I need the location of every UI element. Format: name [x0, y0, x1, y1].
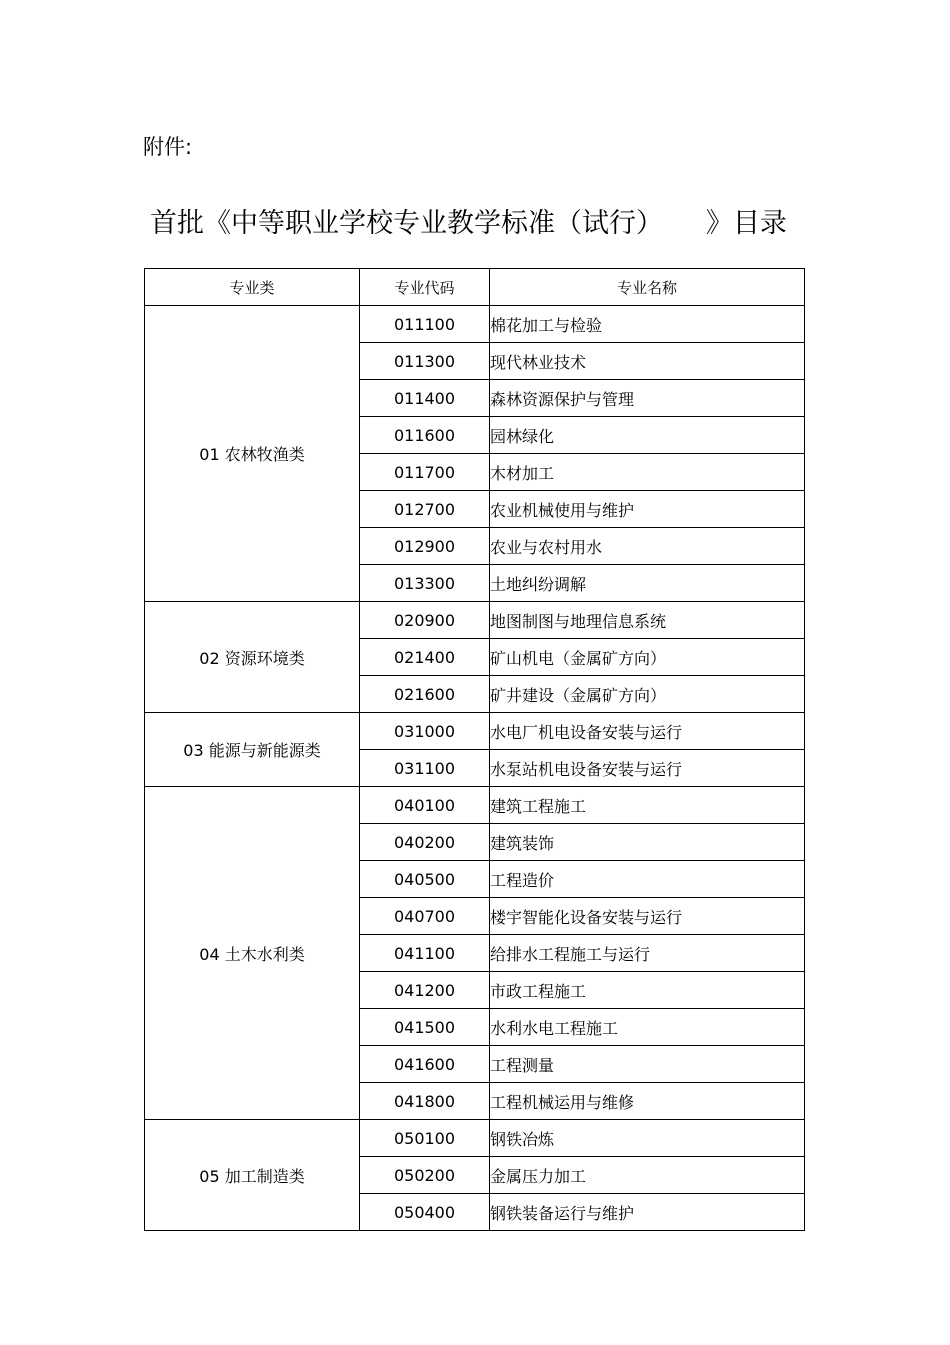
code-cell: 011400 — [360, 380, 490, 417]
code-cell: 041200 — [360, 972, 490, 1009]
name-cell: 建筑工程施工 — [490, 787, 805, 824]
code-cell: 041600 — [360, 1046, 490, 1083]
name-cell: 棉花加工与检验 — [490, 306, 805, 343]
code-cell: 041800 — [360, 1083, 490, 1120]
code-cell: 041500 — [360, 1009, 490, 1046]
name-cell: 钢铁装备运行与维护 — [490, 1194, 805, 1231]
name-cell: 工程机械运用与维修 — [490, 1083, 805, 1120]
code-cell: 040200 — [360, 824, 490, 861]
table-row — [145, 1120, 805, 1157]
table-row — [145, 713, 805, 750]
code-cell: 041100 — [360, 935, 490, 972]
table-body — [145, 306, 805, 1231]
attachment-label: 附件: — [143, 135, 193, 159]
page-title: 首批《中等职业学校专业教学标准（试行） 》目录 — [150, 208, 787, 239]
name-cell: 水电厂机电设备安装与运行 — [490, 713, 805, 750]
name-cell: 农业机械使用与维护 — [490, 491, 805, 528]
name-cell: 矿井建设（金属矿方向） — [490, 676, 805, 713]
code-cell: 050200 — [360, 1157, 490, 1194]
code-cell: 011700 — [360, 454, 490, 491]
category-cell: 04 土木水利类 — [145, 787, 360, 1120]
code-cell: 013300 — [360, 565, 490, 602]
table-row — [145, 306, 805, 343]
name-cell: 金属压力加工 — [490, 1157, 805, 1194]
code-cell: 020900 — [360, 602, 490, 639]
code-cell: 040700 — [360, 898, 490, 935]
code-cell: 040500 — [360, 861, 490, 898]
category-cell: 02 资源环境类 — [145, 602, 360, 713]
name-cell: 水泵站机电设备安装与运行 — [490, 750, 805, 787]
name-cell: 水利水电工程施工 — [490, 1009, 805, 1046]
code-cell: 050400 — [360, 1194, 490, 1231]
category-cell: 03 能源与新能源类 — [145, 713, 360, 787]
table-row — [145, 602, 805, 639]
name-cell: 市政工程施工 — [490, 972, 805, 1009]
name-cell: 工程造价 — [490, 861, 805, 898]
name-cell: 建筑装饰 — [490, 824, 805, 861]
code-cell: 011600 — [360, 417, 490, 454]
code-cell: 012700 — [360, 491, 490, 528]
name-cell: 楼宇智能化设备安装与运行 — [490, 898, 805, 935]
code-cell: 050100 — [360, 1120, 490, 1157]
code-cell: 021400 — [360, 639, 490, 676]
name-cell: 现代林业技术 — [490, 343, 805, 380]
code-cell: 012900 — [360, 528, 490, 565]
name-cell: 土地纠纷调解 — [490, 565, 805, 602]
header-code: 专业代码 — [360, 269, 490, 306]
code-cell: 031000 — [360, 713, 490, 750]
code-cell: 011300 — [360, 343, 490, 380]
table-row — [145, 787, 805, 824]
table-header-row — [145, 269, 805, 306]
code-cell: 021600 — [360, 676, 490, 713]
header-category: 专业类 — [145, 269, 360, 306]
category-cell: 05 加工制造类 — [145, 1120, 360, 1231]
header-name: 专业名称 — [490, 269, 805, 306]
major-catalog-table — [144, 268, 805, 1231]
name-cell: 木材加工 — [490, 454, 805, 491]
category-cell: 01 农林牧渔类 — [145, 306, 360, 602]
name-cell: 园林绿化 — [490, 417, 805, 454]
name-cell: 农业与农村用水 — [490, 528, 805, 565]
name-cell: 森林资源保护与管理 — [490, 380, 805, 417]
code-cell: 011100 — [360, 306, 490, 343]
name-cell: 钢铁冶炼 — [490, 1120, 805, 1157]
name-cell: 地图制图与地理信息系统 — [490, 602, 805, 639]
name-cell: 工程测量 — [490, 1046, 805, 1083]
code-cell: 040100 — [360, 787, 490, 824]
code-cell: 031100 — [360, 750, 490, 787]
name-cell: 给排水工程施工与运行 — [490, 935, 805, 972]
name-cell: 矿山机电（金属矿方向） — [490, 639, 805, 676]
